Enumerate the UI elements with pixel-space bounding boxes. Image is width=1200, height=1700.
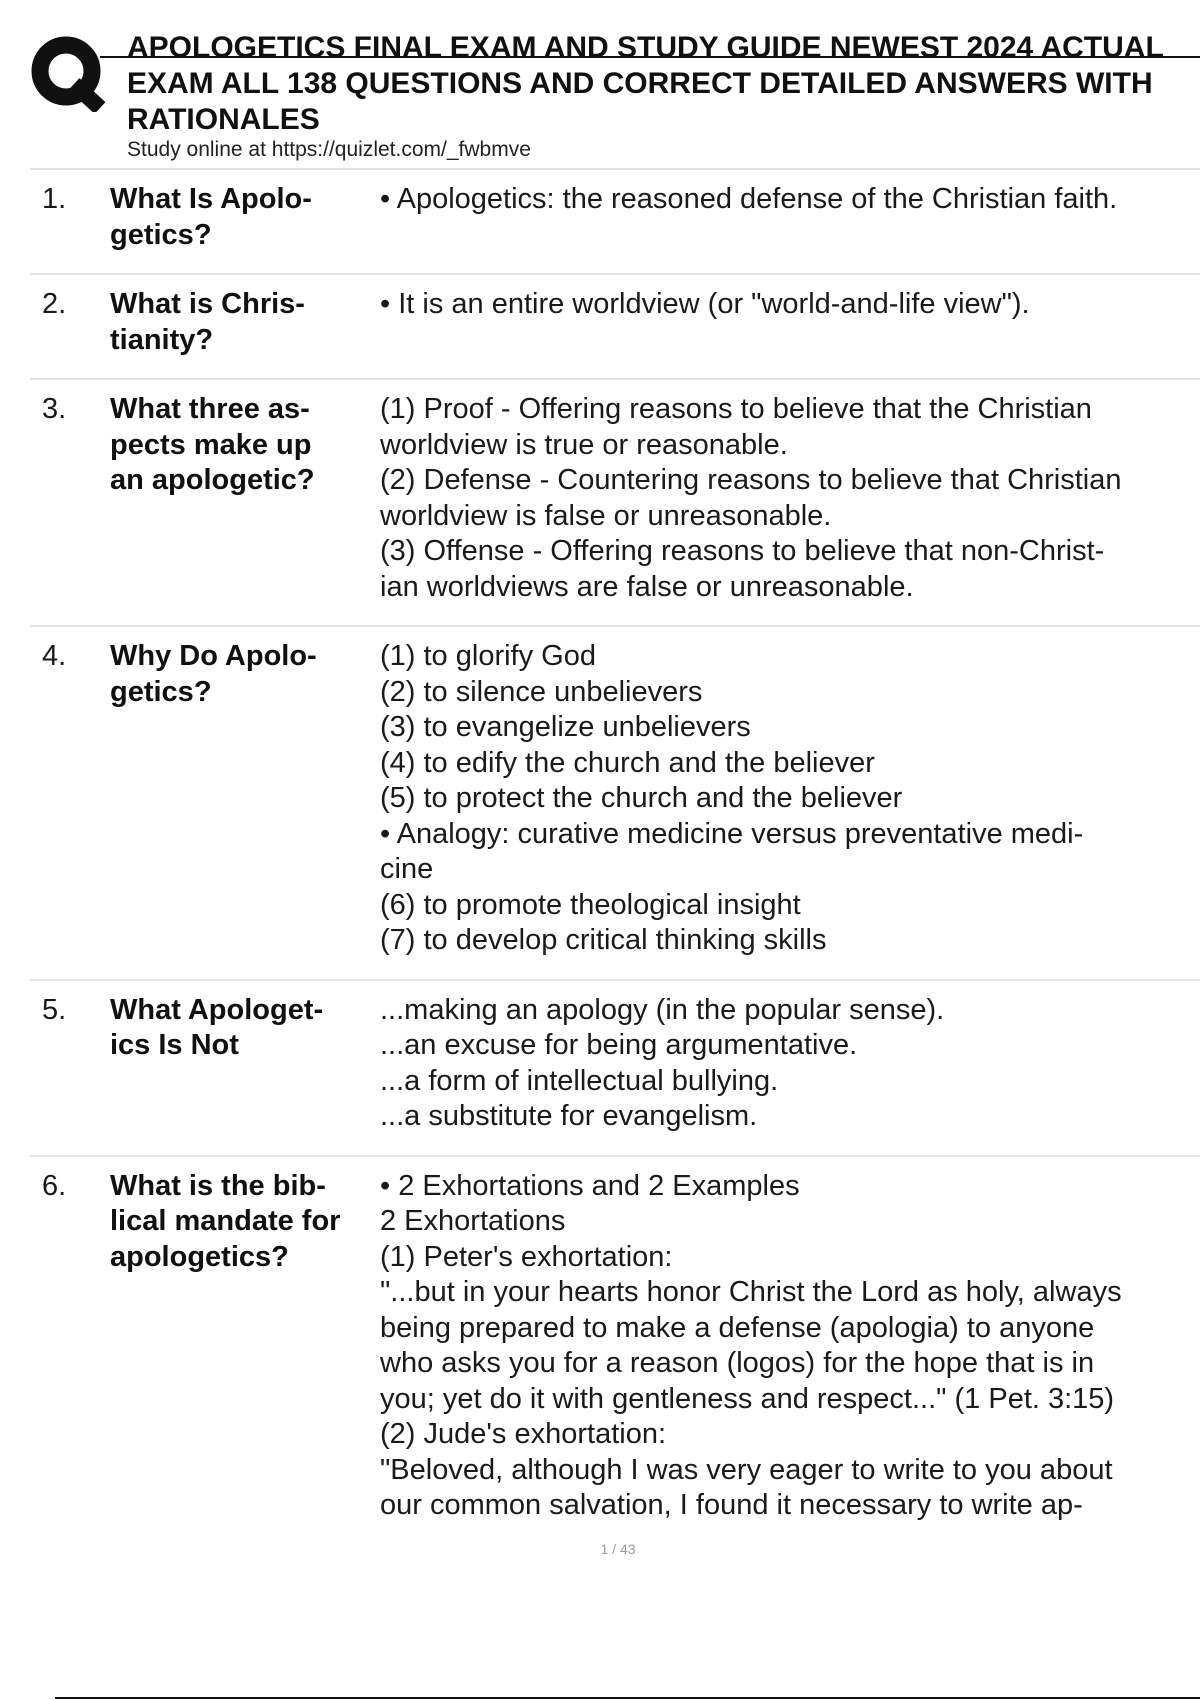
answer-line: (2) to silence unbelievers bbox=[380, 675, 703, 708]
title-line: APOLOGETICS FINAL EXAM AND STUDY GUIDE NEWEST 2024 ACTUAL bbox=[127, 31, 1164, 64]
answer-definition bbox=[380, 392, 1200, 605]
question-line: apologetics? bbox=[110, 1240, 289, 1273]
question-term bbox=[110, 182, 380, 253]
question-line: tianity? bbox=[110, 323, 214, 356]
answer-line: ...making an apology (in the popular sense). bbox=[380, 993, 945, 1026]
question-number: 5. bbox=[42, 993, 67, 1026]
answer-line: • It is an entire worldview (or "world-and-life view"). bbox=[380, 288, 1030, 320]
question-line: ics Is Not bbox=[110, 1029, 239, 1061]
question-line: What Apologet- bbox=[110, 993, 324, 1026]
question-number: 1. bbox=[42, 183, 67, 215]
quizlet-logo-icon bbox=[30, 34, 106, 112]
question-line: What is Chris- bbox=[110, 288, 305, 320]
question-line: pects make up bbox=[110, 428, 312, 461]
qa-row bbox=[30, 275, 1200, 380]
footer-rule bbox=[55, 1697, 1200, 1699]
question-number: 4. bbox=[42, 640, 67, 672]
answer-line: worldview is true or reasonable. bbox=[380, 428, 788, 461]
answer-line: you; yet do it with gentleness and respect..." (1 Pet. 3:15) bbox=[380, 1382, 1115, 1415]
answer-definition bbox=[380, 1169, 1200, 1524]
answer-line: (4) to edify the church and the believer bbox=[380, 746, 875, 779]
answer-line: • Analogy: curative medicine versus preventative medi- bbox=[380, 817, 1084, 850]
answer-line: our common salvation, I found it necessary to write ap- bbox=[380, 1489, 1083, 1521]
answer-line: (6) to promote theological insight bbox=[380, 888, 801, 921]
question-line: What Is Apolo- bbox=[110, 183, 312, 215]
answer-line: ...a form of intellectual bullying. bbox=[380, 1064, 779, 1097]
answer-line: (3) to evangelize unbelievers bbox=[380, 711, 751, 743]
question-line: an apologetic? bbox=[110, 464, 315, 496]
answer-line: (1) Proof - Offering reasons to believe that the Christian bbox=[380, 393, 1092, 425]
answer-line: (2) Jude's exhortation: bbox=[380, 1418, 667, 1450]
document-header bbox=[0, 0, 1200, 170]
question-line: lical mandate for bbox=[110, 1205, 341, 1237]
question-term bbox=[110, 287, 380, 358]
question-term bbox=[110, 392, 380, 605]
answer-line: worldview is false or unreasonable. bbox=[380, 499, 832, 532]
answer-line: who asks you for a reason (logos) for the hope that is in bbox=[380, 1347, 1095, 1379]
answer-line: • Apologetics: the reasoned defense of the Christian faith. bbox=[380, 183, 1118, 215]
answer-line: cine bbox=[380, 853, 434, 885]
question-term bbox=[110, 993, 380, 1135]
answer-definition bbox=[380, 639, 1200, 959]
title-line: EXAM ALL 138 QUESTIONS AND CORRECT DETAILED ANSWERS WITH bbox=[127, 67, 1153, 100]
answer-line: ...a substitute for evangelism. bbox=[380, 1100, 758, 1132]
answer-line: (1) to glorify God bbox=[380, 640, 596, 672]
qa-row bbox=[30, 170, 1200, 275]
answer-line: ian worldviews are false or unreasonable. bbox=[380, 570, 914, 603]
qa-row bbox=[30, 627, 1200, 981]
answer-line: (1) Peter's exhortation: bbox=[380, 1240, 673, 1273]
study-online-link[interactable]: Study online at https://quizlet.com/_fwbmve bbox=[127, 138, 531, 161]
question-line: Why Do Apolo- bbox=[110, 640, 317, 672]
question-number: 3. bbox=[42, 393, 67, 425]
answer-line: 2 Exhortations bbox=[380, 1205, 566, 1237]
question-number: 2. bbox=[42, 288, 67, 320]
page-number: 1 / 43 bbox=[600, 1541, 636, 1557]
answer-line: "Beloved, although I was very eager to write to you about bbox=[380, 1453, 1113, 1486]
answer-line: (3) Offense - Offering reasons to believe that non-Christ- bbox=[380, 535, 1105, 567]
qa-row bbox=[30, 380, 1200, 627]
question-line: getics? bbox=[110, 675, 212, 708]
answer-line: (7) to develop critical thinking skills bbox=[380, 924, 827, 956]
answer-line: being prepared to make a defense (apologia) to anyone bbox=[380, 1311, 1095, 1344]
answer-line: ...an excuse for being argumentative. bbox=[380, 1029, 858, 1061]
question-number: 6. bbox=[42, 1169, 67, 1202]
question-line: getics? bbox=[110, 218, 212, 251]
title-line: RATIONALES bbox=[127, 103, 320, 136]
question-line: What three as- bbox=[110, 393, 310, 425]
answer-definition bbox=[380, 182, 1200, 253]
question-line: What is the bib- bbox=[110, 1169, 326, 1202]
question-term bbox=[110, 1169, 380, 1524]
question-term bbox=[110, 639, 380, 959]
qa-row bbox=[30, 1157, 1200, 1544]
answer-line: (2) Defense - Countering reasons to believe that Christian bbox=[380, 464, 1122, 496]
flashcard-list bbox=[30, 168, 1200, 1544]
answer-line: (5) to protect the church and the believer bbox=[380, 782, 903, 814]
answer-line: "...but in your hearts honor Christ the Lord as holy, always bbox=[380, 1276, 1122, 1308]
document-title bbox=[127, 30, 1200, 138]
answer-definition bbox=[380, 287, 1200, 358]
answer-line: • 2 Exhortations and 2 Examples bbox=[380, 1169, 800, 1202]
answer-definition bbox=[380, 993, 1200, 1135]
qa-row bbox=[30, 981, 1200, 1157]
